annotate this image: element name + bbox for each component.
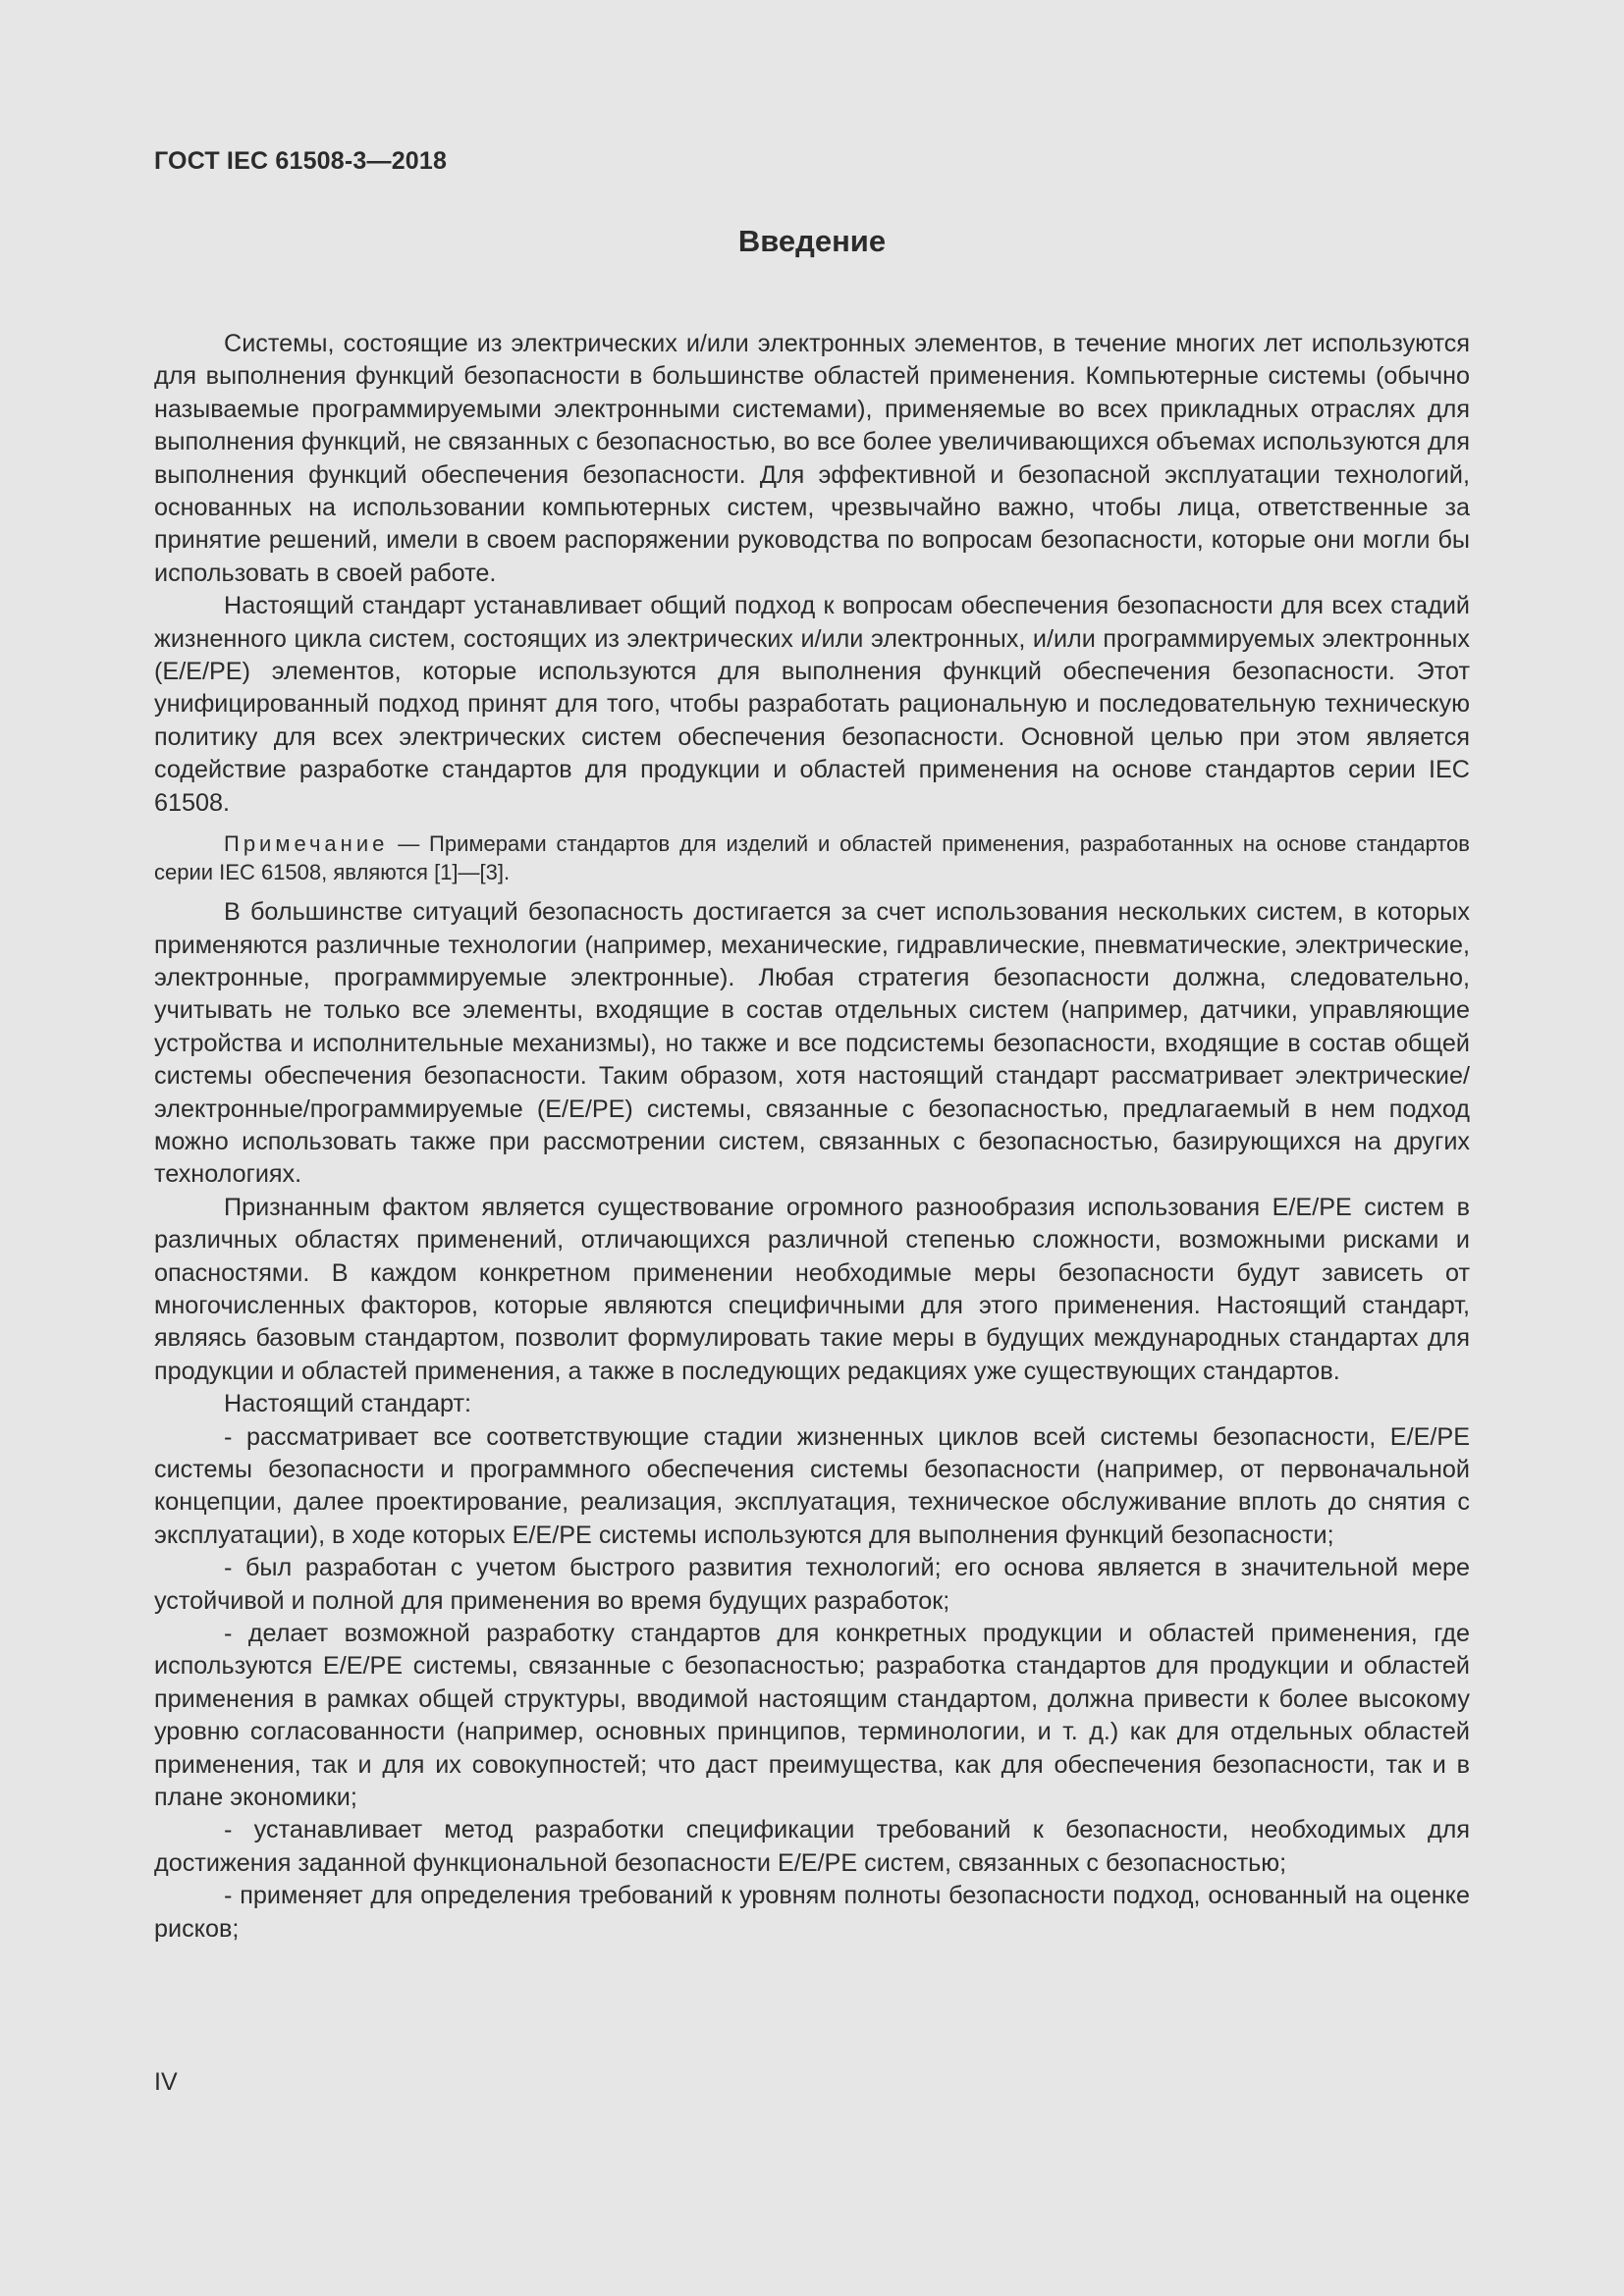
note-paragraph: [154, 829, 1470, 886]
paragraph: В большинстве ситуаций безопасность достигается за счет использования нескольких систем, в которых применяются различные технологии (например, механические, гидравлические, пневматические, электрические, электронные, программируемые электронные). Любая стратегия безопасности должна, следовательно, учитывать не только все элементы, входящие в состав отдельных систем (например, датчики, управляющие устройства и исполнительные механизмы), но также и все подсистемы безопасности, входящие в состав общей системы обеспечения безопасности. Таким образом, хотя настоящий стандарт рассматривает электрические/электронные/программируемые (E/E/PE) системы, связанные с безопасностью, предлагаемый в нем подход можно использовать также при рассмотрении систем, связанных с безопасностью, базирующихся на других технологиях.: [154, 898, 1470, 1189]
paragraph: Настоящий стандарт устанавливает общий подход к вопросам обеспечения безопасности для всех стадий жизненного цикла систем, состоящих из электрических и/или электронных, и/или программируемых электронных (E/E/PE) элементов, которые используются для выполнения функций обеспечения безопасности. Этот унифицированный подход принят для того, чтобы разработать рациональную и последовательную техническую политику для всех электрических систем обеспечения безопасности. Основной целью при этом является содействие разработке стандартов для продукции и областей применения на основе стандартов серии IEC 61508.: [154, 592, 1470, 817]
section-title: Введение: [737, 224, 887, 258]
document-code-header: ГОСТ IEC 61508-3—2018: [154, 147, 448, 175]
list-item: - устанавливает метод разработки спецификации требований к безопасности, необходимых для достижения заданной функциональной безопасности E/E/PE систем, связанных с безопасностью;: [154, 1816, 1470, 1877]
note-label: Примечание: [224, 831, 389, 857]
note-text: — Примерами стандартов для изделий и областей применения, разработанных на основе стандартов серии IEC 61508, являются [1]—[3].: [154, 831, 1470, 885]
list-item: - делает возможной разработку стандартов для конкретных продукции и областей применения, где используются E/E/PE системы, связанные с безопасностью; разработка стандартов для продукции и областей применения в рамках общей структуры, вводимой настоящим стандартом, должна привести к более высокому уровню согласованности (например, основных принципов, терминологии, и т. д.) как для отдельных областей применения, так и для их совокупностей; что даст преимущества, как для обеспечения безопасности, так и в плане экономики;: [154, 1620, 1470, 1812]
list-item: - применяет для определения требований к уровням полноты безопасности подход, основанный на оценке рисков;: [154, 1882, 1470, 1943]
list-item: - рассматривает все соответствующие стадии жизненных циклов всей системы безопасности, E/E/PE системы безопасности и программного обеспечения системы безопасности (например, от первоначальной концепции, далее проектирование, реализация, эксплуатация, техническое обслуживание вплоть до снятия с эксплуатации), в ходе которых E/E/PE системы используются для выполнения функций безопасности;: [154, 1422, 1470, 1549]
paragraph: Настоящий стандарт:: [224, 1390, 472, 1418]
body-text: [154, 328, 1470, 1946]
list-item: - был разработан с учетом быстрого развития технологий; его основа является в значительной мере устойчивой и полной для применения во время будущих разработок;: [154, 1554, 1470, 1615]
paragraph: Системы, состоящие из электрических и/или электронных элементов, в течение многих лет используются для выполнения функций безопасности в большинстве областей применения. Компьютерные системы (обычно называемые программируемыми электронными системами), применяемые во всех прикладных отраслях для выполнения функций, не связанных с безопасностью, во все более увеличивающихся объемах используются для выполнения функций обеспечения безопасности. Для эффективной и безопасной эксплуатации технологий, основанных на использовании компьютерных систем, чрезвычайно важно, чтобы лица, ответственные за принятие решений, имели в своем распоряжении руководства по вопросам безопасности, которые они могли бы использовать в своей работе.: [154, 330, 1470, 587]
page-number: IV: [154, 2068, 178, 2096]
paragraph: Признанным фактом является существование огромного разнообразия использования E/E/PE систем в различных областях применений, отличающихся различной степенью сложности, возможными рисками и опасностями. В каждом конкретном применении необходимые меры безопасности будут зависеть от многочисленных факторов, которые являются специфичными для этого применения. Настоящий стандарт, являясь базовым стандартом, позволит формулировать такие меры в будущих международных стандартах для продукции и областей применения, а также в последующих редакциях уже существующих стандартов.: [154, 1193, 1470, 1385]
